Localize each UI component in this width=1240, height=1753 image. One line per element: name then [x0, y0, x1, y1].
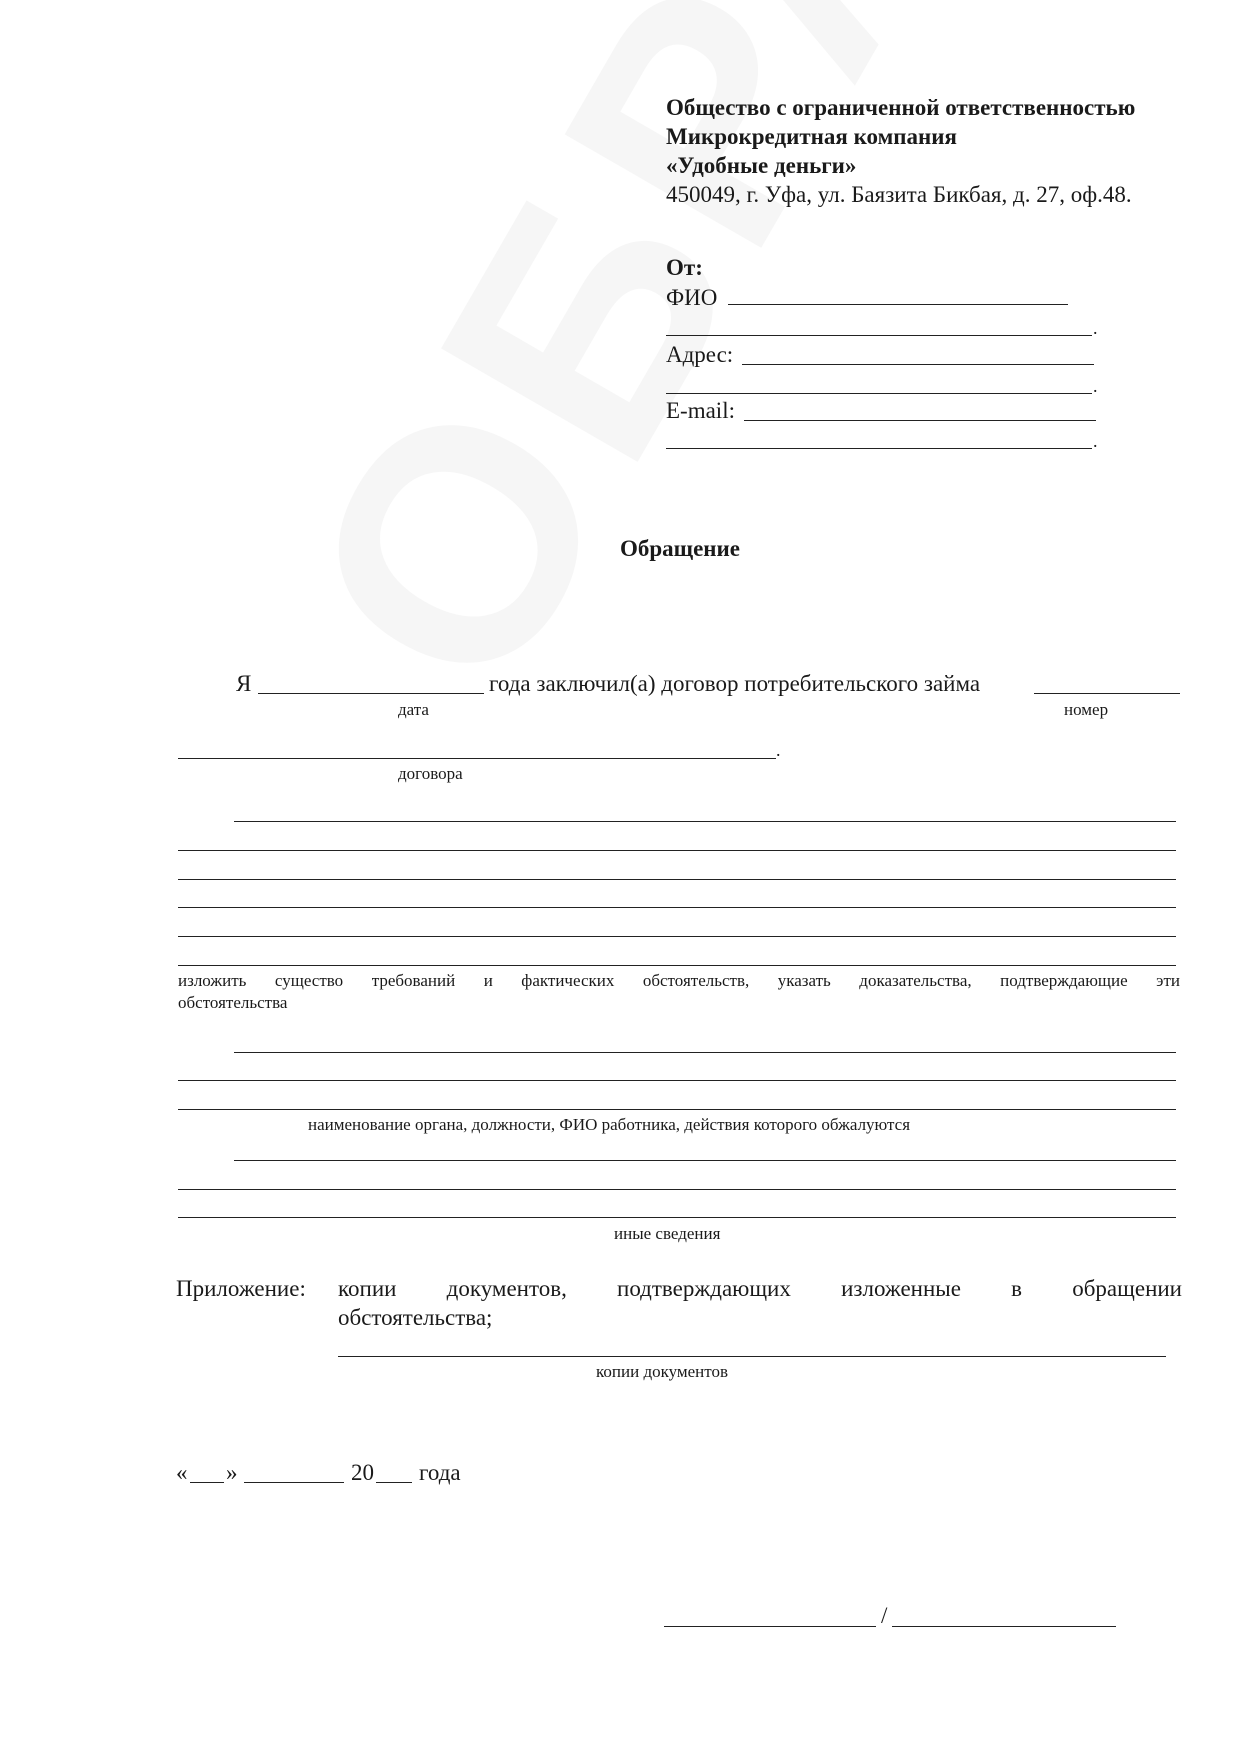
email-field-continued[interactable] [666, 448, 1092, 449]
other-line-3[interactable] [178, 1217, 1176, 1218]
recipient-address: 450049, г. Уфа, ул. Баязита Бикбая, д. 27, оф.48. [666, 182, 1132, 207]
attachment-line-1 [338, 1275, 1182, 1303]
attachment-word-4: изложенные [841, 1276, 961, 1301]
org-line-3[interactable] [178, 1109, 1176, 1110]
signature-slash: / [881, 1603, 888, 1628]
fio-field-continued[interactable] [666, 335, 1092, 336]
attachment-word-5: в [1011, 1276, 1023, 1301]
date-month-field[interactable] [244, 1482, 344, 1483]
attachment-word-3: подтверждающих [617, 1276, 791, 1301]
attachment-word-2: документов, [446, 1276, 567, 1301]
hint-contract: договора [398, 764, 463, 783]
document-title: Обращение [619, 536, 741, 561]
date-close-quote: » [226, 1460, 238, 1485]
fio-field[interactable] [728, 304, 1068, 305]
recipient-line-1: Общество с ограниченной ответственностью [666, 95, 1136, 120]
contract-text: года заключил(а) договор потребительского займа [489, 671, 981, 696]
email-field[interactable] [744, 420, 1096, 421]
address-field-continued[interactable] [666, 393, 1092, 394]
org-line-2[interactable] [178, 1080, 1176, 1081]
hint-other: иные сведения [614, 1224, 721, 1243]
address-dot: . [1093, 376, 1098, 396]
recipient-line-3: «Удобные деньги» [666, 153, 857, 178]
contract-number-field-continued[interactable] [178, 758, 776, 759]
email-dot: . [1093, 431, 1098, 451]
other-line-1[interactable] [234, 1160, 1176, 1161]
contract-dot: . [776, 740, 781, 760]
essence-line-6[interactable] [178, 965, 1176, 966]
fio-label: ФИО [666, 285, 718, 310]
attachment-line-2: обстоятельства; [338, 1305, 493, 1330]
attachment-word-1: копии [338, 1276, 397, 1301]
fio-dot: . [1093, 318, 1098, 338]
hint-number: номер [1064, 700, 1109, 719]
essence-line-4[interactable] [178, 907, 1176, 908]
date-twenty: 20 [351, 1460, 374, 1485]
hint-attachment: копии документов [596, 1362, 729, 1381]
attachment-label: Приложение: [176, 1276, 306, 1301]
date-year-field[interactable] [376, 1482, 412, 1483]
contract-number-field[interactable] [1034, 693, 1180, 694]
contract-date-field[interactable] [258, 693, 484, 694]
essence-line-5[interactable] [178, 936, 1176, 937]
recipient-line-2: Микрокредитная компания [666, 124, 957, 149]
essence-line-3[interactable] [178, 879, 1176, 880]
ya-text: Я [236, 671, 252, 696]
essence-line-2[interactable] [178, 850, 1176, 851]
org-line-1[interactable] [234, 1052, 1176, 1053]
signature-field[interactable] [664, 1626, 876, 1627]
signature-name-field[interactable] [892, 1626, 1116, 1627]
essence-line-1[interactable] [234, 821, 1176, 822]
other-line-2[interactable] [178, 1189, 1176, 1190]
hint-essence-continued: обстоятельства [178, 993, 288, 1012]
address-field[interactable] [742, 364, 1094, 365]
date-year-word: года [419, 1460, 461, 1485]
attachment-field[interactable] [338, 1356, 1166, 1357]
date-day-field[interactable] [190, 1482, 224, 1483]
hint-essence: изложить существо требований и фактических обстоятельств, указать доказательства, подтверждающие эти [178, 971, 1180, 990]
email-label: E-mail: [666, 398, 735, 423]
hint-org: наименование органа, должности, ФИО работника, действия которого обжалуются [308, 1115, 911, 1134]
attachment-word-6: обращении [1072, 1276, 1182, 1301]
address-label: Адрес: [666, 342, 734, 367]
from-label: От: [666, 255, 703, 280]
date-open-quote: « [176, 1460, 188, 1485]
hint-date: дата [398, 700, 429, 719]
